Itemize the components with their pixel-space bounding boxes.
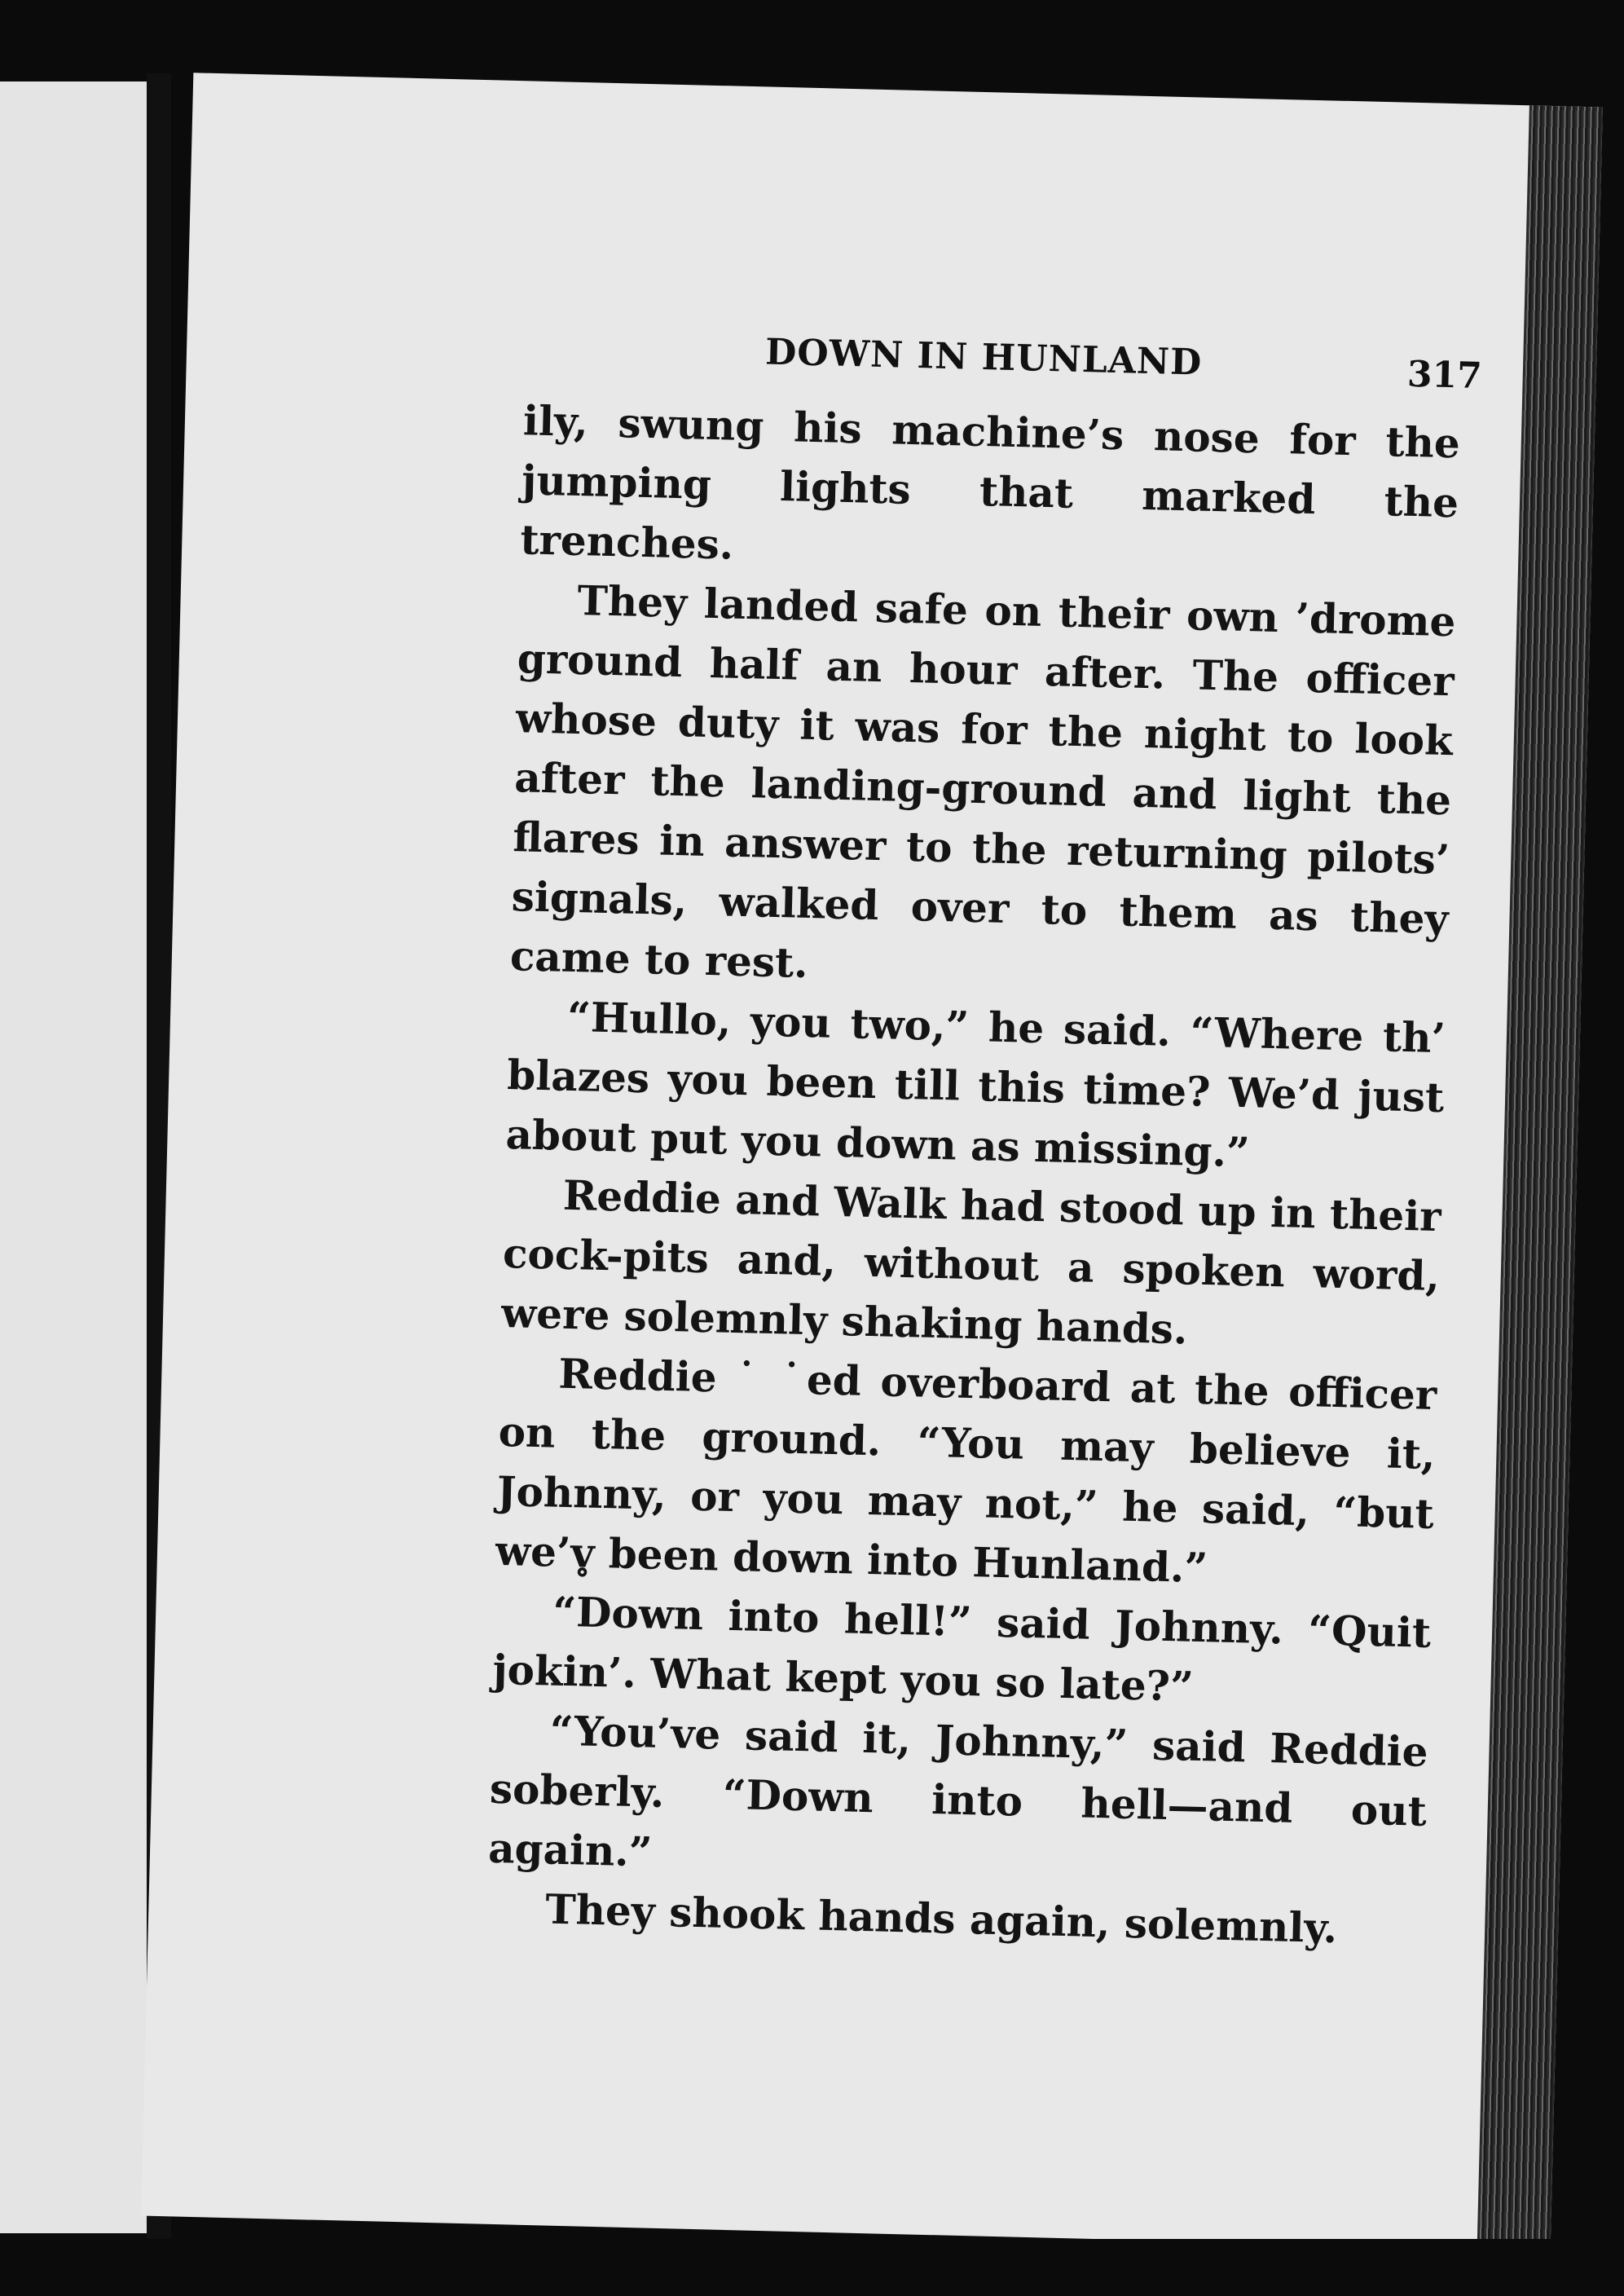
bottom-shadow <box>0 2239 1624 2296</box>
running-title: DOWN IN HUNLAND <box>764 331 1203 384</box>
paragraph: “Down into hell!” said Johnny. “Quit jokin’. What kept you so late?” <box>491 1587 1432 1711</box>
paragraph: They landed safe on their own ’drome ground half an hour after. The officer whose duty it was for the night to look after the landing-ground and light the flares in answer to the returning pilots’ signals, walked over to them as they came to rest. <box>509 575 1457 988</box>
page-edges <box>1477 105 1603 2250</box>
paragraph: ily, swung his machine’s nose for the jumping lights that marked the trenches. <box>519 396 1461 569</box>
paragraph: Reddie ˙ ˙ed overboard at the officer on the ground. “You may believe it, Johnny, or you may not,” he said, “but we’v̥ been down into Hunland.” <box>495 1349 1437 1593</box>
paragraph: “Hullo, you two,” he said. “Where th’ blazes you been till this time? We’d just about put you down as missing.” <box>504 992 1446 1177</box>
left-page-edge <box>0 82 147 2233</box>
paragraph: They shook hands again, solemnly. <box>544 1884 1338 1953</box>
paragraph: Reddie and Walk had stood up in their cock-pits and, without a spoken word, were solemnly shaking hands. <box>500 1170 1442 1354</box>
body-text <box>486 390 1461 1960</box>
book-page <box>141 73 1603 2250</box>
page-number: 317 <box>1406 353 1483 397</box>
paragraph: “You’ve said it, Johnny,” said Reddie soberly. “Down into hell—and out again.” <box>487 1706 1429 1876</box>
